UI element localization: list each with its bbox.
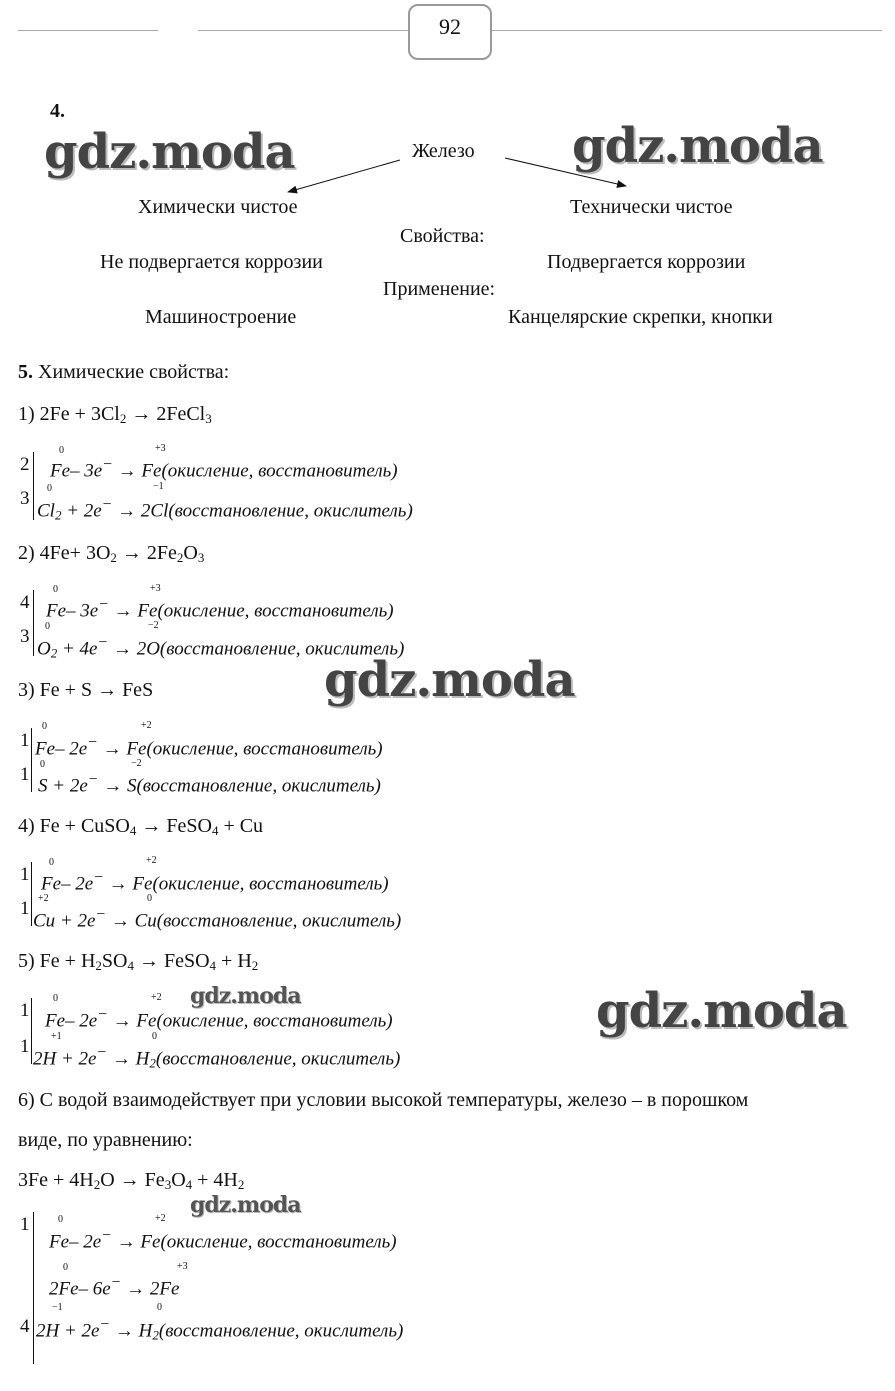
- coef: 4: [20, 592, 30, 613]
- task5-number: 5.: [18, 361, 33, 383]
- mechanical-engineering-label: Машиностроение: [145, 306, 297, 328]
- balance-bar: [33, 452, 34, 520]
- ox-state: +1: [51, 1031, 62, 1042]
- task5-heading: [18, 361, 229, 384]
- watermark: gdz.moda: [324, 652, 575, 708]
- task5-heading-text: Химические свойства:: [38, 361, 230, 383]
- paper-clips-label: Канцелярские скрепки, кнопки: [508, 306, 773, 328]
- half-reaction-oxidation: Fe– 2e− → Fe(окисление, восстановитель): [49, 1227, 397, 1253]
- ox-state: 0: [53, 993, 58, 1004]
- ox-state: 0: [58, 1214, 63, 1225]
- half-reaction-oxidation: Fe– 2e− → Fe(окисление, восстановитель): [41, 869, 389, 895]
- half-reaction-oxidation: Fe– 3e− → Fe(окисление, восстановитель): [46, 596, 394, 622]
- half-reaction-oxidation: Fe– 2e− → Fe(окисление, восстановитель): [45, 1006, 393, 1032]
- ox-state: −1: [52, 1302, 63, 1313]
- half-reaction-oxidation: Fe– 3e− → Fe(окисление, восстановитель): [50, 456, 398, 482]
- ox-state: 0: [47, 483, 52, 494]
- balance-bar: [31, 728, 32, 792]
- ox-state: 0: [53, 584, 58, 595]
- coef: 3: [20, 488, 30, 509]
- half-reaction-reduction: $2H + 2e^- \to H_2(восстановление$, окислитель): [36, 1316, 404, 1343]
- ox-state: +3: [177, 1261, 188, 1272]
- watermark: gdz.moda: [44, 124, 295, 180]
- ox-state: 0: [49, 857, 54, 868]
- ox-state: 0: [63, 1262, 68, 1273]
- coef: 1: [20, 1214, 30, 1235]
- coef: 1: [20, 1000, 30, 1021]
- no-corrosion-label: Не подвергается коррозии: [100, 251, 323, 273]
- ox-state: −2: [148, 620, 159, 631]
- ox-state: +2: [38, 893, 49, 904]
- watermark: gdz.moda: [572, 118, 823, 174]
- ox-state: +2: [141, 720, 152, 731]
- page-number: 92: [439, 14, 461, 39]
- coef: 1: [20, 1036, 30, 1057]
- reaction-2-equation: 2) $4Fe+ 3O_2 \to 2Fe_2O_3$: [18, 542, 205, 565]
- balance-bar: [33, 590, 34, 656]
- ox-state: 0: [152, 1031, 157, 1042]
- coef: 1: [20, 898, 30, 919]
- watermark: gdz.moda: [596, 983, 847, 1039]
- balance-bar: [31, 998, 32, 1064]
- reaction-3-equation: 3) Fe + S → FeS: [18, 679, 154, 701]
- classification-arrows: [0, 0, 895, 250]
- corrosion-label: Подвергается коррозии: [547, 251, 746, 273]
- coef: 3: [20, 626, 30, 647]
- reaction-5-equation: 5) $Fe + H_2SO_4$ → FeSO$_4$ + $H_2$: [18, 950, 259, 973]
- reaction-4-equation: 4) Fe + CuSO$_4$ → FeSO$_4$ + Cu: [18, 815, 264, 838]
- reaction-6-equation: $3Fe + 4H_2O \to Fe_3O_4 + 4H_2$: [18, 1169, 245, 1192]
- ox-state: 0: [157, 1302, 162, 1313]
- half-reaction-reduction: Cu + 2e− → Cu(восстановление, окислитель): [33, 906, 402, 932]
- ox-state: −1: [153, 481, 164, 492]
- iron-root-label: Железо: [412, 140, 475, 162]
- technically-pure-label: Технически чистое: [570, 196, 733, 218]
- ox-state: 0: [40, 759, 45, 770]
- task4-number: 4.: [50, 100, 65, 122]
- half-reaction-reduction: $Cl_2 + 2e^-$ → 2Cl(восстановление, окислитель): [37, 496, 413, 523]
- coef: 4: [20, 1316, 30, 1337]
- ox-state: +2: [151, 992, 162, 1003]
- coef: 1: [20, 764, 30, 785]
- balance-bar: [31, 862, 32, 926]
- ox-state: +3: [155, 443, 166, 454]
- half-reaction-oxidation-2: 2Fe– 6e− → 2Fe: [49, 1274, 180, 1300]
- chemically-pure-label: Химически чистое: [138, 196, 298, 218]
- arrow-right: [505, 158, 626, 186]
- ox-state: +3: [150, 583, 161, 594]
- ox-state: 0: [42, 721, 47, 732]
- ox-state: +2: [155, 1213, 166, 1224]
- half-reaction-reduction: $O_2 + 4e^-$ → 2O(восстановление, окислитель): [37, 634, 405, 661]
- ox-state: 0: [59, 445, 64, 456]
- properties-label: Свойства:: [400, 225, 485, 247]
- reaction-1-equation: 1) $2Fe + 3Cl_2$ → 2FeCl$_3$: [18, 403, 212, 426]
- application-label: Применение:: [383, 278, 496, 300]
- coef: 1: [20, 730, 30, 751]
- coef: 2: [20, 454, 30, 475]
- reaction-6-text-line2: виде, по уравнению:: [18, 1129, 193, 1151]
- ox-state: 0: [147, 893, 152, 904]
- ox-state: +2: [146, 855, 157, 866]
- coef: 1: [20, 864, 30, 885]
- watermark: gdz.moda: [190, 1192, 301, 1218]
- ox-state: −2: [131, 758, 142, 769]
- ox-state: 0: [45, 621, 50, 632]
- half-reaction-reduction: $2H + 2e^- \to H_2(восстановление$, окислитель): [33, 1044, 401, 1071]
- half-reaction-reduction: S + 2e− → S(восстановление, окислитель): [38, 771, 381, 797]
- watermark: gdz.moda: [190, 983, 301, 1009]
- reaction-6-text-line1: 6) С водой взаимодействует при условии высокой температуры, железо – в порошком: [18, 1089, 749, 1111]
- arrow-left: [288, 160, 400, 192]
- half-reaction-oxidation: Fe– 2e− → Fe(окисление, восстановитель): [35, 734, 383, 760]
- balance-bar: [33, 1212, 34, 1364]
